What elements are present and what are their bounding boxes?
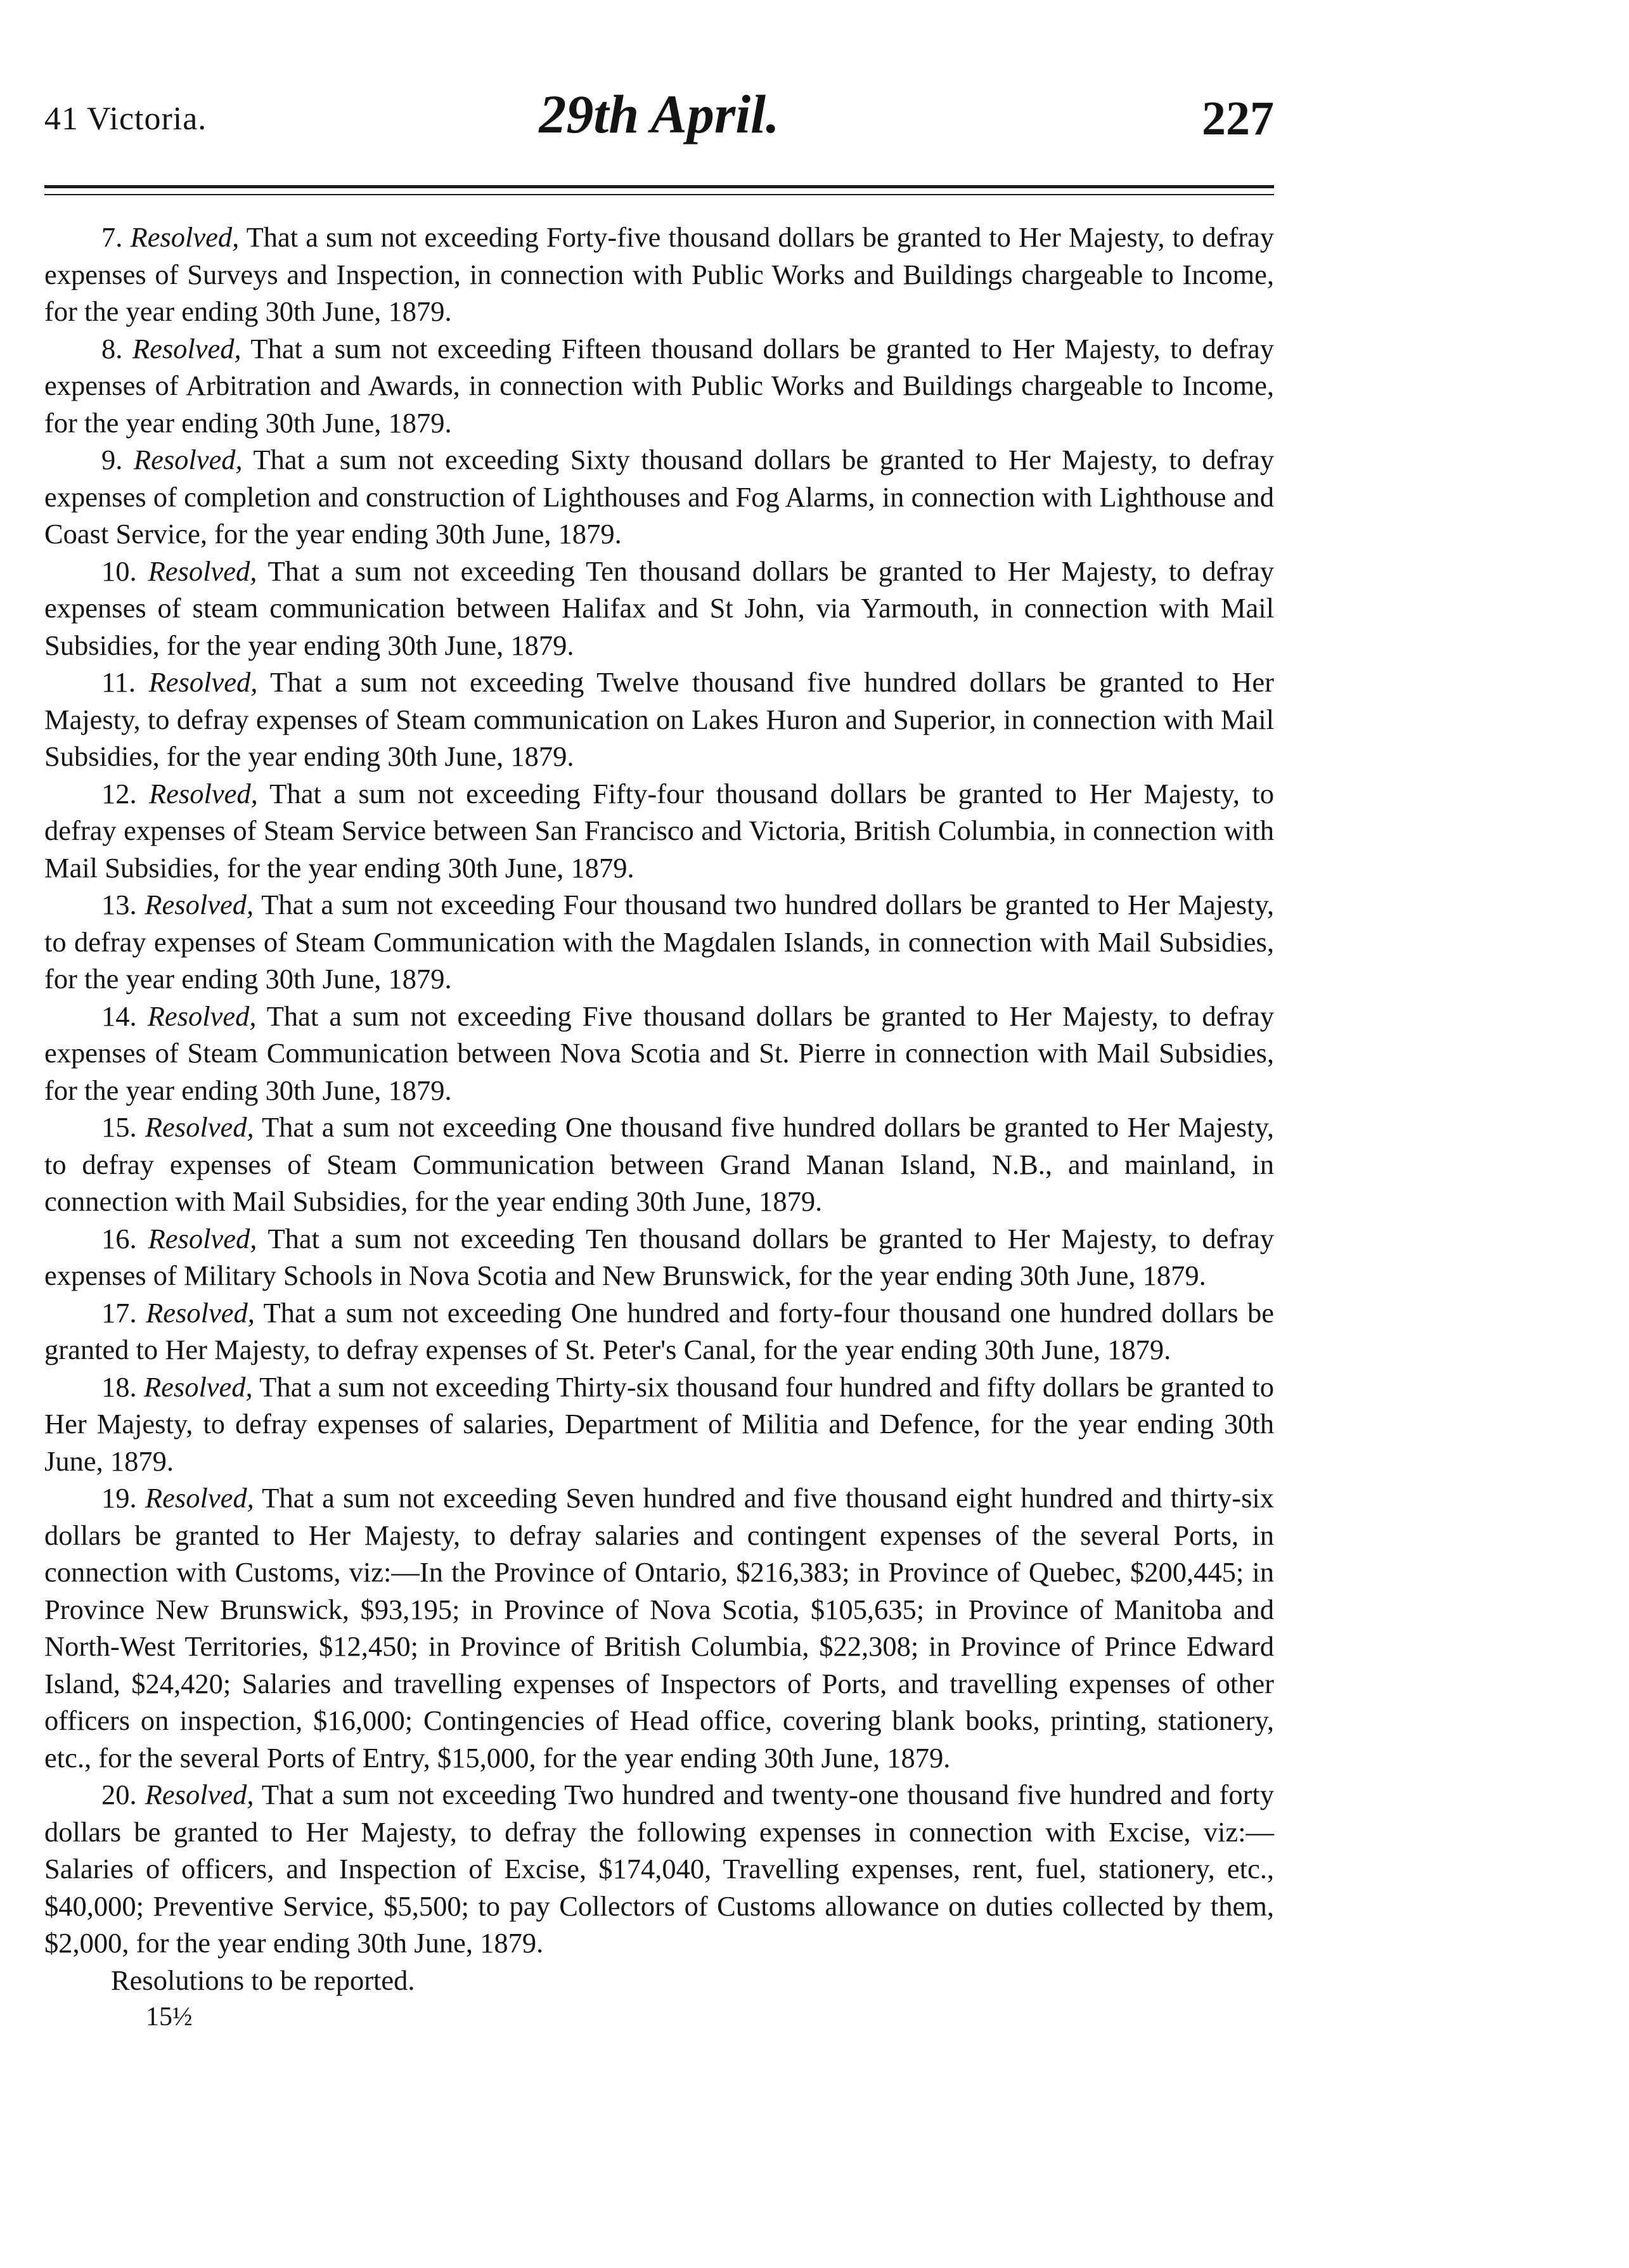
resolution-paragraph <box>44 1294 1274 1369</box>
resolution-number: 10. <box>101 555 137 587</box>
resolution-text: That a sum not exceeding Four thousand two hundred dollars be granted to Her Majesty, to defray expenses of Steam Communication with the Magdalen Islands, in connection with Mail Subsidies, for the year ending 30th June, 1879. <box>44 889 1274 995</box>
resolved-word: Resolved, <box>143 1370 253 1403</box>
resolution-text: That a sum not exceeding Fifteen thousand dollars be granted to Her Majesty, to defray expenses of Arbitration and Awards, in connection with Public Works and Buildings chargeable to Income, for the year ending 30th June, 1879. <box>44 332 1274 439</box>
resolution-number: 17. <box>101 1296 137 1329</box>
resolution-number: 15. <box>101 1111 137 1143</box>
resolution-paragraph <box>44 1109 1274 1220</box>
resolution-number: 12. <box>101 777 137 809</box>
resolution-number: 18. <box>101 1370 137 1403</box>
resolved-word: Resolved, <box>130 221 240 253</box>
resolution-number: 9. <box>101 444 123 475</box>
resolution-text: That a sum not exceeding Ten thousand dollars be granted to Her Majesty, to defray expenses of Military Schools in Nova Scotia and New Brunswick, for the year ending 30th June, 1879. <box>44 1222 1275 1291</box>
resolution-paragraph <box>44 664 1274 775</box>
resolution-paragraph <box>44 553 1274 664</box>
resolved-word: Resolved, <box>145 1111 254 1143</box>
closing-line: Resolutions to be reported. <box>111 1964 415 1996</box>
resolution-paragraph <box>44 219 1274 330</box>
resolution-text: That a sum not exceeding Thirty-six thousand four hundred and fifty dollars be granted to Her Majesty, to defray expenses of salaries, Department of Militia and Defence, for the year ending 30th June, 1879. <box>44 1370 1274 1477</box>
resolution-text: That a sum not exceeding Five thousand dollars be granted to Her Majesty, to defray expenses of Steam Communication between Nova Scotia and St. Pierre in connection with Mail Subsidies, for the year ending 30th June, 1879. <box>44 1000 1274 1106</box>
resolution-number: 20. <box>101 1779 137 1810</box>
resolved-word: Resolved, <box>148 555 257 587</box>
resolved-word: Resolved, <box>145 1482 254 1514</box>
resolution-number: 8. <box>101 332 123 364</box>
resolved-word: Resolved, <box>149 777 258 809</box>
resolution-number: 7. <box>101 221 123 253</box>
resolution-paragraph <box>44 1479 1274 1776</box>
resolution-text: That a sum not exceeding One thousand five hundred dollars be granted to Her Majesty, to defray expenses of Steam Communication between Grand Manan Island, N.B., and mainland, in connection with Mail Subsidies, for the year ending 30th June, 1879. <box>44 1111 1275 1217</box>
resolution-paragraph <box>44 775 1274 887</box>
resolutions-body <box>44 219 1274 2036</box>
resolved-word: Resolved, <box>133 444 243 475</box>
resolution-number: 14. <box>101 1000 137 1032</box>
resolution-paragraph <box>44 330 1274 442</box>
resolved-word: Resolved, <box>148 1222 257 1254</box>
resolved-word: Resolved, <box>145 889 254 920</box>
resolved-word: Resolved, <box>132 332 241 364</box>
resolved-word: Resolved, <box>146 1296 255 1329</box>
resolved-word: Resolved, <box>148 666 258 698</box>
resolution-paragraph <box>44 441 1274 553</box>
page-header <box>44 82 1274 158</box>
page-number: 227 <box>1202 92 1274 145</box>
resolution-number: 13. <box>101 889 137 920</box>
resolution-text: That a sum not exceeding Twelve thousand five hundred dollars be granted to Her Majesty, to defray expenses of Steam communication on Lakes Huron and Superior, in connection with Mail Subsidies, for the year ending 30th June, 1879. <box>44 666 1274 772</box>
resolution-text: That a sum not exceeding Seven hundred and five thousand eight hundred and thirty-six dollars be granted to Her Majesty, to defray salaries and contingent expenses of the several Ports, in connection with Customs, viz:—In the Province of Ontario, $216,383; in Province of Quebec, $200,445; in Province New Brunswick, $93,195; in Province of Nova Scotia, $105,635; in Province of Manitoba and North-West Territories, $12,450; in Province of British Columbia, $22,308; in Province of Prince Edward Island, $24,420; Salaries and travelling expenses of Inspectors of Ports, and travelling expenses of other officers on inspection, $16,000; Contingencies of Head office, covering blank books, printing, stationery, etc., for the several Ports of Entry, $15,000, for the year ending 30th June, 1879. <box>44 1482 1274 1774</box>
resolved-word: Resolved, <box>147 1000 257 1032</box>
resolution-text: That a sum not exceeding One hundred and forty-four thousand one hundred dollars be granted to Her Majesty, to defray expenses of St. Peter's Canal, for the year ending 30th June, 1879. <box>44 1296 1274 1365</box>
resolved-word: Resolved, <box>145 1779 254 1810</box>
resolution-text: That a sum not exceeding Ten thousand dollars be granted to Her Majesty, to defray expenses of steam communication between Halifax and St John, via Yarmouth, in connection with Mail Subsidies, for the year ending 30th June, 1879. <box>44 555 1275 661</box>
resolution-paragraph <box>44 1369 1274 1480</box>
resolution-paragraph <box>44 998 1274 1109</box>
page-date: 29th April. <box>539 84 780 145</box>
resolution-paragraph <box>44 886 1274 998</box>
resolution-number: 16. <box>101 1222 137 1254</box>
resolution-paragraph <box>44 1220 1274 1294</box>
session-label: 41 Victoria. <box>44 101 207 137</box>
header-rule-thin <box>44 194 1274 195</box>
resolution-number: 19. <box>101 1482 137 1514</box>
resolution-text: That a sum not exceeding Two hundred and twenty-one thousand five hundred and forty dollars be granted to Her Majesty, to defray the following expenses in connection with Excise, viz:—Salaries of officers, and Inspection of Excise, $174,040, Travelling expenses, rent, fuel, stationery, etc., $40,000; Preventive Service, $5,500; to pay Collectors of Customs allowance on duties collected by them, $2,000, for the year ending 30th June, 1879. <box>44 1779 1274 1959</box>
resolution-text: That a sum not exceeding Sixty thousand dollars be granted to Her Majesty, to defray expenses of completion and construction of Lighthouses and Fog Alarms, in connection with Lighthouse and Coast Service, for the year ending 30th June, 1879. <box>44 444 1275 550</box>
resolution-paragraph <box>44 1776 1274 1962</box>
signature-mark: 15½ <box>146 2002 193 2032</box>
resolution-number: 11. <box>101 666 136 698</box>
resolution-text: That a sum not exceeding Fifty-four thousand dollars be granted to Her Majesty, to defray expenses of Steam Service between San Francisco and Victoria, British Columbia, in connection with Mail Subsidies, for the year ending 30th June, 1879. <box>44 777 1275 884</box>
header-rule-thick <box>44 185 1274 188</box>
resolution-text: That a sum not exceeding Forty-five thousand dollars be granted to Her Majesty, to defray expenses of Surveys and Inspection, in connection with Public Works and Buildings chargeable to Income, for the year ending 30th June, 1879. <box>44 221 1275 327</box>
